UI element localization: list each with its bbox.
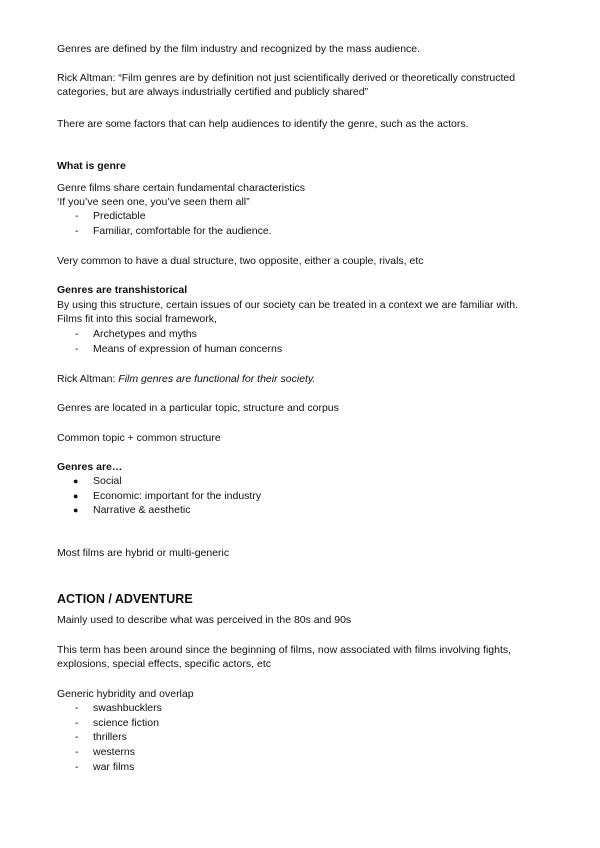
heading-transhistorical: Genres are transhistorical: [57, 284, 188, 296]
paragraph-hybrid: Most films are hybrid or multi-generic: [57, 547, 230, 559]
heading-what-is-genre: What is genre: [57, 160, 126, 172]
altman-prefix: Rick Altman:: [57, 373, 116, 385]
list-item: thrillers: [93, 731, 127, 743]
paragraph-hybridity: Generic hybridity and overlap: [57, 688, 194, 700]
list-item: Archetypes and myths: [93, 328, 197, 340]
list-item: science fiction: [93, 717, 159, 729]
list-item: swashbucklers: [93, 702, 162, 714]
altman-quote-italic: Film genres are functional for their society.: [118, 373, 316, 385]
list-dash: -: [75, 746, 79, 758]
bullet-icon: ●: [73, 476, 79, 486]
paragraph-located: Genres are located in a particular topic, structure and corpus: [57, 402, 339, 414]
list-item: Social: [93, 475, 122, 487]
list-dash: -: [75, 717, 79, 729]
heading-action-adventure: ACTION / ADVENTURE: [57, 592, 193, 606]
paragraph-dual-structure: Very common to have a dual structure, two opposite, either a couple, rivals, etc: [57, 255, 424, 267]
list-item: Means of expression of human concerns: [93, 343, 283, 355]
heading-genres-are: Genres are…: [57, 461, 123, 473]
list-dash: -: [75, 225, 79, 237]
paragraph-characteristics: Genre films share certain fundamental characteristics: [57, 182, 306, 194]
list-item: westerns: [93, 746, 136, 758]
bullet-icon: ●: [73, 505, 79, 515]
paragraph-term-line-2: explosions, special effects, specific actors, etc: [57, 658, 271, 670]
list-dash: -: [75, 731, 79, 743]
list-item: Familiar, comfortable for the audience.: [93, 225, 272, 237]
paragraph-seen-one: ‘If you’ve seen one, you’ve seen them all”: [57, 196, 250, 208]
quote-altman-line-1: Rick Altman: “Film genres are by definition not just scientifically derived or theoretically constructed: [57, 72, 516, 84]
list-dash: -: [75, 343, 79, 355]
paragraph-structure-line-2: Films fit into this social framework,: [57, 313, 217, 325]
list-dash: -: [75, 761, 79, 773]
paragraph-factors: There are some factors that can help audiences to identify the genre, such as the actors.: [57, 118, 469, 130]
paragraph-term-line-1: This term has been around since the beginning of films, now associated with films involving fights,: [57, 644, 512, 656]
list-item: war films: [93, 761, 135, 773]
paragraph-altman-functional: [57, 372, 315, 386]
paragraph-80s-90s: Mainly used to describe what was perceived in the 80s and 90s: [57, 614, 352, 626]
list-item: Economic: important for the industry: [93, 490, 262, 502]
paragraph-genres-defined: Genres are defined by the film industry and recognized by the mass audience.: [57, 43, 421, 55]
bullet-icon: ●: [73, 491, 79, 501]
list-dash: -: [75, 328, 79, 340]
list-item: Narrative & aesthetic: [93, 504, 191, 516]
list-dash: -: [75, 210, 79, 222]
paragraph-structure-line-1: By using this structure, certain issues of our society can be treated in a context we are familiar with.: [57, 299, 519, 311]
list-dash: -: [75, 702, 79, 714]
list-item: Predictable: [93, 210, 146, 222]
paragraph-common-topic: Common topic + common structure: [57, 432, 221, 444]
quote-altman-line-2: categories, but are always industrially certified and publicly shared”: [57, 86, 369, 98]
